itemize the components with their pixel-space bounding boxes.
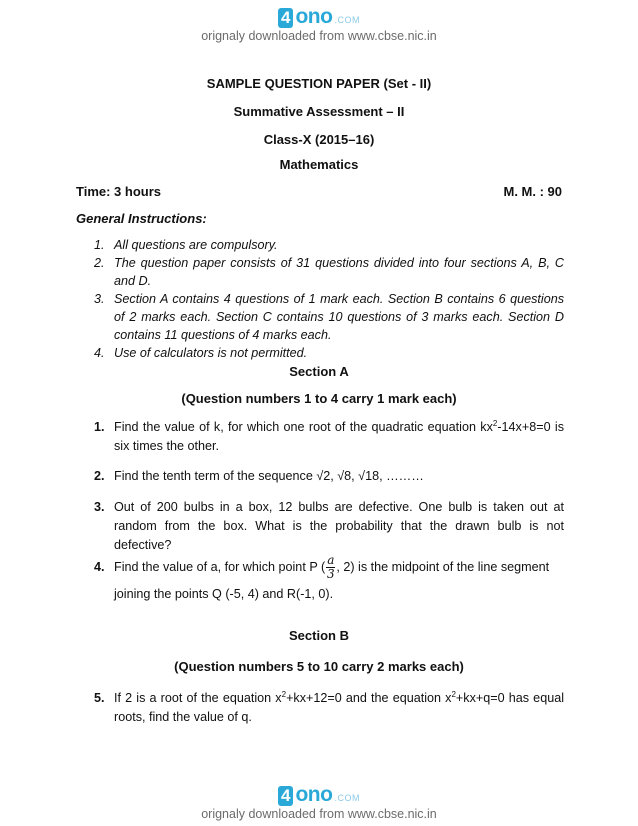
section-a-note: (Question numbers 1 to 4 carry 1 mark each): [181, 391, 457, 406]
fraction-a-over-3: $\frac{a}{3}$: [326, 553, 335, 582]
question-1: [94, 418, 564, 456]
logo-mark: [278, 6, 360, 28]
instruction-number: 3.: [94, 292, 105, 306]
footer-source-text: orignaly downloaded from www.cbse.nic.in: [201, 807, 437, 821]
footer-logo: [0, 784, 638, 821]
instruction-item: [94, 254, 564, 290]
logo-com: .COM: [334, 793, 360, 803]
logo-four: 4: [278, 786, 293, 806]
logo-four: 4: [278, 8, 293, 28]
instruction-number: 4.: [94, 346, 105, 360]
logo-ono: ono: [295, 5, 333, 28]
question-number: 1.: [94, 420, 105, 434]
question-3: [94, 498, 564, 555]
instruction-item: [94, 236, 564, 254]
logo-mark: [278, 784, 360, 806]
question-text-continued: joining the points Q (-5, 4) and R(-1, 0).: [114, 587, 334, 602]
paper-title: SAMPLE QUESTION PAPER (Set - II): [206, 76, 432, 91]
instruction-text: The question paper consists of 31 questions divided into four sections A, B, C and D.: [114, 256, 564, 288]
instruction-number: 1.: [94, 238, 105, 252]
assessment-title: Summative Assessment – II: [233, 104, 405, 119]
header-source-text: orignaly downloaded from www.cbse.nic.in: [201, 29, 437, 43]
question-4: [94, 552, 564, 604]
max-marks-label: M. M. : 90: [503, 184, 562, 199]
question-2: [94, 467, 564, 486]
section-b-title: Section B: [289, 628, 349, 643]
logo-ono: ono: [295, 783, 333, 806]
instructions-list: [94, 236, 564, 362]
instruction-text: Use of calculators is not permitted.: [114, 346, 308, 360]
instruction-item: [94, 290, 564, 344]
instruction-text: All questions are compulsory.: [114, 238, 278, 252]
section-b-note: (Question numbers 5 to 10 carry 2 marks each): [174, 659, 464, 674]
question-text: Out of 200 bulbs in a box, 12 bulbs are defective. One bulb is taken out at random from the box. What is the probability that the drawn bulb is not defective?: [114, 500, 564, 552]
instructions-heading: General Instructions:: [76, 211, 207, 226]
instruction-text: Section A contains 4 questions of 1 mark each. Section B contains 6 questions of 2 marks each. Section C contains 10 questions of 3 marks each. Section D contains 11 questions of 4 marks each.: [114, 292, 564, 342]
question-5: [94, 689, 564, 727]
question-number: 3.: [94, 500, 105, 514]
question-number: 4.: [94, 560, 105, 574]
time-label: Time: 3 hours: [76, 184, 162, 199]
header-logo: [0, 6, 638, 43]
instruction-number: 2.: [94, 256, 105, 270]
question-text: If 2 is a root of the equation $x^2+kx+12=0$ and the equation $x^2+kx+q=0$ has equal roots, find the value of q.: [114, 689, 564, 724]
question-number: 5.: [94, 691, 105, 705]
logo-com: .COM: [334, 15, 360, 25]
instruction-item: [94, 344, 564, 362]
question-number: 2.: [94, 469, 105, 483]
section-a-title: Section A: [289, 364, 349, 379]
question-text: Find the value of k, for which one root of the quadratic equation $kx^2-14x+8=0$ is six times the other.: [114, 418, 564, 453]
question-text: Find the value of a, for which point P ( $\frac{a}{3}$ , 2) is the midpoint of the line segment: [114, 553, 550, 582]
class-title: Class-X (2015–16): [263, 132, 375, 147]
question-text: Find the tenth term of the sequence √2, √8, √18, ………: [114, 469, 424, 483]
subject-title: Mathematics: [279, 157, 359, 172]
